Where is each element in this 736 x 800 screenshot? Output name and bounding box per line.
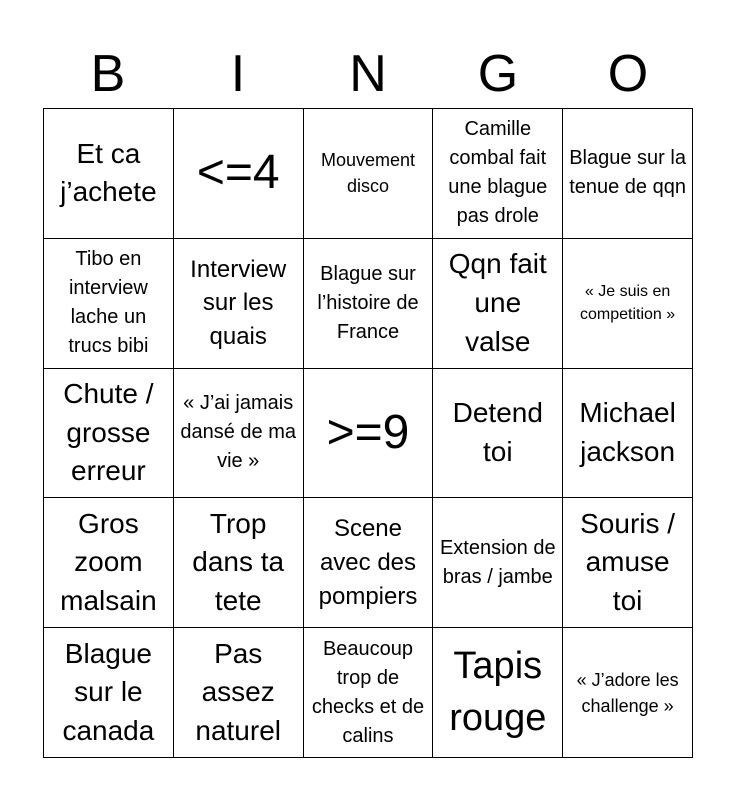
bingo-cell[interactable]: Qqn fait une valse: [433, 239, 563, 369]
bingo-cell[interactable]: Chute / grosse erreur: [44, 369, 174, 499]
bingo-cell[interactable]: Et ca j’achete: [44, 109, 174, 239]
header-letter-i: I: [230, 45, 246, 103]
bingo-cell[interactable]: Tibo en interview lache un trucs bibi: [44, 239, 174, 369]
bingo-cell[interactable]: Scene avec des pompiers: [304, 498, 434, 628]
header-letter-n: N: [349, 45, 387, 103]
bingo-cell[interactable]: Pas assez naturel: [174, 628, 304, 758]
header-letter-g: G: [477, 45, 519, 103]
bingo-cell[interactable]: Souris / amuse toi: [563, 498, 693, 628]
bingo-cell[interactable]: Blague sur l’histoire de France: [304, 239, 434, 369]
bingo-cell[interactable]: Tapis rouge: [433, 628, 563, 758]
bingo-cell[interactable]: Interview sur les quais: [174, 239, 304, 369]
bingo-cell[interactable]: <=4: [174, 109, 304, 239]
bingo-cell[interactable]: Extension de bras / jambe: [433, 498, 563, 628]
bingo-cell[interactable]: Blague sur la tenue de qqn: [563, 109, 693, 239]
bingo-cell[interactable]: Beaucoup trop de checks et de calins: [304, 628, 434, 758]
bingo-header: [43, 40, 693, 108]
bingo-cell[interactable]: « J’adore les challenge »: [563, 628, 693, 758]
bingo-cell[interactable]: Mouvement disco: [304, 109, 434, 239]
header-letter-o: O: [607, 45, 649, 103]
bingo-grid: [43, 108, 693, 758]
bingo-cell[interactable]: Blague sur le canada: [44, 628, 174, 758]
bingo-cell[interactable]: Camille combal fait une blague pas drole: [433, 109, 563, 239]
bingo-cell[interactable]: Michael jackson: [563, 369, 693, 499]
bingo-cell[interactable]: « J’ai jamais dansé de ma vie »: [174, 369, 304, 499]
bingo-cell[interactable]: Trop dans ta tete: [174, 498, 304, 628]
bingo-cell[interactable]: Gros zoom malsain: [44, 498, 174, 628]
bingo-cell[interactable]: Detend toi: [433, 369, 563, 499]
header-letter-b: B: [90, 45, 126, 103]
bingo-cell[interactable]: >=9: [304, 369, 434, 499]
bingo-cell[interactable]: « Je suis en competition »: [563, 239, 693, 369]
